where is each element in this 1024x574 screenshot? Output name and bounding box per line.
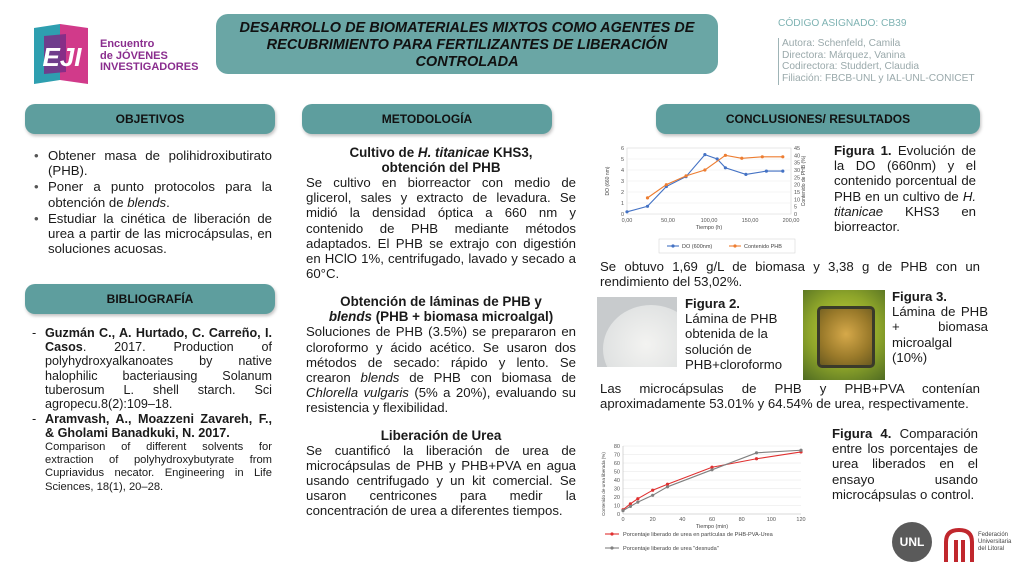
chart2-point-1 xyxy=(755,457,758,460)
event-logo xyxy=(30,22,200,86)
objetivo-item-1: • Obtener masa de polihidroxibutirato (PHB). xyxy=(44,148,272,178)
chart1-ytick-left: 0 xyxy=(620,212,624,218)
chart1-point-1 xyxy=(703,153,706,156)
chart2-point-2 xyxy=(636,501,639,504)
chart1-ylabel-right: Contenido de PHB (%) xyxy=(801,155,807,207)
logo-line1: Encuentro xyxy=(100,38,155,50)
chart2-legend-label-2: Porcentaje liberado de urea "desnuda" xyxy=(623,546,719,552)
chart-do-phb xyxy=(603,142,815,258)
chart2-xtick: 120 xyxy=(796,517,806,523)
chart2-series-line-1 xyxy=(623,452,801,510)
figure-1-caption: Figura 1. Evolución de la DO (660nm) y el contenido porcentual de PHB en un cultivo de H. titanicae KHS3 en biorreactor. xyxy=(834,143,976,235)
objetivo-item-3: • Estudiar la cinética de liberación de urea a partir de las microcápsulas, en soluciones acuosas. xyxy=(44,211,272,257)
chart2-point-2 xyxy=(710,468,713,471)
reference-1: - Guzmán C., A. Hurtado, C. Carreño, I. Casos. 2017. Production of polyhydroxyalkanoates by native halophilic bacteriausing Solanum tuberosum L. shell starch. Sci agropecu.8(2):109–18. xyxy=(32,326,272,411)
method-3-title: Liberación de Urea xyxy=(380,427,502,443)
chart1-point-1 xyxy=(781,170,784,173)
reference-2: - Aramvash, A., Moazzeni Zavareh, F., & Gholami Banadkuki, N. 2017. Comparison of different solvents for extraction of polyhydroxybutyrate from Cupriavidus necator. Engineering in Life Sciences, 18(1), 20–28. xyxy=(32,412,272,494)
unl-logo xyxy=(892,522,932,562)
chart1-legend-marker-1 xyxy=(671,244,674,247)
chart1-point-2 xyxy=(761,155,764,158)
affiliation: Filiación: FBCB-UNL y IAL-UNL-CONICET xyxy=(782,73,975,85)
chart2-legend-label-1: Porcentaje liberado de urea en partículas de PHB-PVA-Urea xyxy=(623,532,773,538)
figure-2-photo xyxy=(597,297,677,367)
author-info xyxy=(778,18,1008,85)
chart1-ytick-left: 5 xyxy=(620,157,624,163)
chart2-ytick: 0 xyxy=(616,512,620,518)
chart2-legend-marker-1 xyxy=(610,532,613,535)
chart1-point-1 xyxy=(744,173,747,176)
chart1-ytick-left: 6 xyxy=(620,146,624,152)
method-1-body: Se cultivo en biorreactor con medio de glicerol, sales y extracto de levadura. Se midió la densidad óptica a 660 nm y contenido de PHB mediante métodos adaptados. El PHB se extrajo con digestión en HClO 1%, centrifugado, lavado y secado a 60°C. xyxy=(306,175,576,282)
chart1-xtick: 0,00 xyxy=(621,218,633,224)
logo-letters: EJI xyxy=(42,42,82,72)
fed-line3: del Litoral xyxy=(978,546,1005,552)
bibliografia-list xyxy=(32,326,272,494)
objetivos-list xyxy=(32,148,272,257)
poster-title-text: DESARROLLO DE BIOMATERIALES MIXTOS COMO AGENTES DE RECUBRIMIENTO PARA FERTILIZANTES DE LIBERACIÓN CONTROLADA xyxy=(239,20,695,70)
logo-line2: de JÓVENES xyxy=(100,49,168,62)
chart2-ytick: 70 xyxy=(613,452,620,459)
chart2-point-2 xyxy=(651,494,654,497)
chart1-ytick-left: 3 xyxy=(620,179,624,185)
chart2-point-2 xyxy=(621,509,624,512)
chart2-xtick: 80 xyxy=(738,517,745,523)
chart2-ytick: 50 xyxy=(613,469,620,476)
chart1-legend-label-2: Contenido PHB xyxy=(744,244,782,250)
chart2-ytick: 80 xyxy=(613,444,620,450)
chart1-point-2 xyxy=(646,196,649,199)
fed-line1: Federación xyxy=(978,532,1009,538)
chart1-ytick-right: 5 xyxy=(794,204,798,211)
chart2-legend-marker-2 xyxy=(610,546,613,549)
chart2-series-line-2 xyxy=(623,450,801,510)
chart1-ytick-left: 4 xyxy=(620,168,624,174)
chart1-ytick-right: 45 xyxy=(794,146,801,152)
chart1-point-1 xyxy=(646,205,649,208)
chart2-xtick: 0 xyxy=(621,517,625,523)
chart1-xtick: 50,00 xyxy=(661,218,675,224)
chart2-xlabel: Tiempo (min) xyxy=(695,524,729,530)
chart2-xtick: 100 xyxy=(766,517,776,523)
chart2-point-2 xyxy=(629,505,632,508)
chart2-point-2 xyxy=(666,485,669,488)
chart1-ytick-right: 10 xyxy=(794,197,801,204)
chart1-point-1 xyxy=(724,166,727,169)
fed-logo-icon xyxy=(942,526,976,566)
chart1-point-2 xyxy=(703,168,706,171)
objetivos-header: OBJETIVOS xyxy=(25,104,275,134)
metodologia-content xyxy=(306,145,576,519)
assigned-code: CÓDIGO ASIGNADO: CB39 xyxy=(778,18,907,29)
codirector: Codirectora: Studdert, Claudia xyxy=(782,61,920,73)
author: Autora: Schenfeld, Camila xyxy=(782,37,901,49)
chart2-ytick: 20 xyxy=(613,495,620,501)
chart1-xtick: 100,00 xyxy=(700,218,718,224)
chart1-point-2 xyxy=(724,154,727,157)
chart1-ylabel-left: DO (660 nm) xyxy=(605,166,611,196)
director: Directora: Márquez, Vanina xyxy=(782,49,906,61)
chart1-series-line-2 xyxy=(648,155,783,198)
chart2-point-1 xyxy=(651,489,654,492)
chart-urea-release xyxy=(597,440,815,568)
urea-result: Las microcápsulas de PHB y PHB+PVA contenían aproximadamente 53.01% y 64.54% de urea, respectivamente. xyxy=(600,381,980,412)
chart2-ylabel: Contenido de urea liberada (%) xyxy=(601,452,606,516)
chart2-ytick: 40 xyxy=(613,478,620,484)
chart2-point-2 xyxy=(799,449,802,452)
chart1-xtick: 200,00 xyxy=(782,218,800,224)
fed-line2: Universitaria xyxy=(978,539,1012,545)
chart2-ytick: 10 xyxy=(613,503,620,510)
chart2-point-1 xyxy=(636,497,639,500)
chart1-legend-label-1: DO (600nm) xyxy=(682,244,713,250)
chart1-point-2 xyxy=(781,155,784,158)
figure-4-caption: Figura 4. Comparación entre los porcentajes de urea liberados en el ensayo usando microcápsulas o control. xyxy=(832,426,978,502)
bibliografia-header: BIBLIOGRAFÍA xyxy=(25,284,275,314)
method-3-body: Se cuantificó la liberación de urea de microcápsulas de PHB y PHB+PVA en agua usando centrifugado y un kit comercial. Se usaron centricones para medir la concentración de urea a diferentes tiempos. xyxy=(306,442,576,519)
chart2-xtick: 60 xyxy=(708,517,716,523)
method-1-title: Cultivo de H. titanicae KHS3, obtención del PHB xyxy=(349,145,533,175)
chart1-point-2 xyxy=(684,174,687,177)
chart1-ytick-right: 0 xyxy=(794,212,798,218)
chart1-point-2 xyxy=(665,183,668,186)
chart1-legend-marker-2 xyxy=(733,244,736,247)
figure-3-caption: Figura 3. Lámina de PHB + biomasa microalgal (10%) xyxy=(892,289,988,365)
chart2-point-2 xyxy=(755,451,758,454)
unl-logo-text: UNL xyxy=(899,535,925,549)
logo-line3: INVESTIGADORES xyxy=(100,61,199,73)
chart1-ytick-right: 30 xyxy=(794,168,801,174)
chart1-point-2 xyxy=(740,157,743,160)
chart1-ytick-right: 25 xyxy=(794,175,801,182)
objetivo-item-2: • Poner a punto protocolos para la obtención de blends. xyxy=(44,179,272,209)
biomass-result: Se obtuvo 1,69 g/L de biomasa y 3,38 g de PHB con un rendimiento del 53,02%. xyxy=(600,259,980,290)
chart1-ytick-right: 40 xyxy=(794,153,801,160)
method-2-title: Obtención de láminas de PHB y blends (PHB + biomasa microalgal) xyxy=(328,294,554,325)
figure-3-photo xyxy=(803,290,885,380)
chart1-ytick-left: 2 xyxy=(620,190,624,196)
chart2-ytick: 60 xyxy=(613,461,620,467)
conclusiones-header: CONCLUSIONES/ RESULTADOS xyxy=(656,104,980,134)
chart1-point-1 xyxy=(625,210,628,213)
figure-2-caption: Figura 2. Lámina de PHB obtenida de la solución de PHB+cloroformo xyxy=(685,296,783,372)
chart1-xtick: 150,00 xyxy=(741,218,759,224)
fed-logo xyxy=(942,526,1022,566)
poster-title xyxy=(216,14,718,74)
chart1-ytick-left: 1 xyxy=(620,201,624,207)
chart2-xtick: 40 xyxy=(679,517,686,523)
chart1-point-1 xyxy=(765,170,768,173)
chart1-ytick-right: 15 xyxy=(794,190,801,196)
chart1-ytick-right: 35 xyxy=(794,160,801,167)
chart2-xtick: 20 xyxy=(649,517,656,523)
method-2-body: Soluciones de PHB (3.5%) se prepararon en cloroformo y ácido acético. Se usaron dos métodos de secado: rápido y lento. Se crearon blends de PHB con biomasa de Chlorella vulgaris (5% a 20%), evaluando su resistencia y flexibilidad. xyxy=(306,324,576,416)
chart1-ytick-right: 20 xyxy=(794,182,801,189)
metodologia-header: METODOLOGÍA xyxy=(302,104,552,134)
chart2-ytick: 30 xyxy=(613,486,620,493)
eji-logo-icon xyxy=(30,22,94,86)
chart1-xlabel: Tiempo (h) xyxy=(695,225,723,231)
